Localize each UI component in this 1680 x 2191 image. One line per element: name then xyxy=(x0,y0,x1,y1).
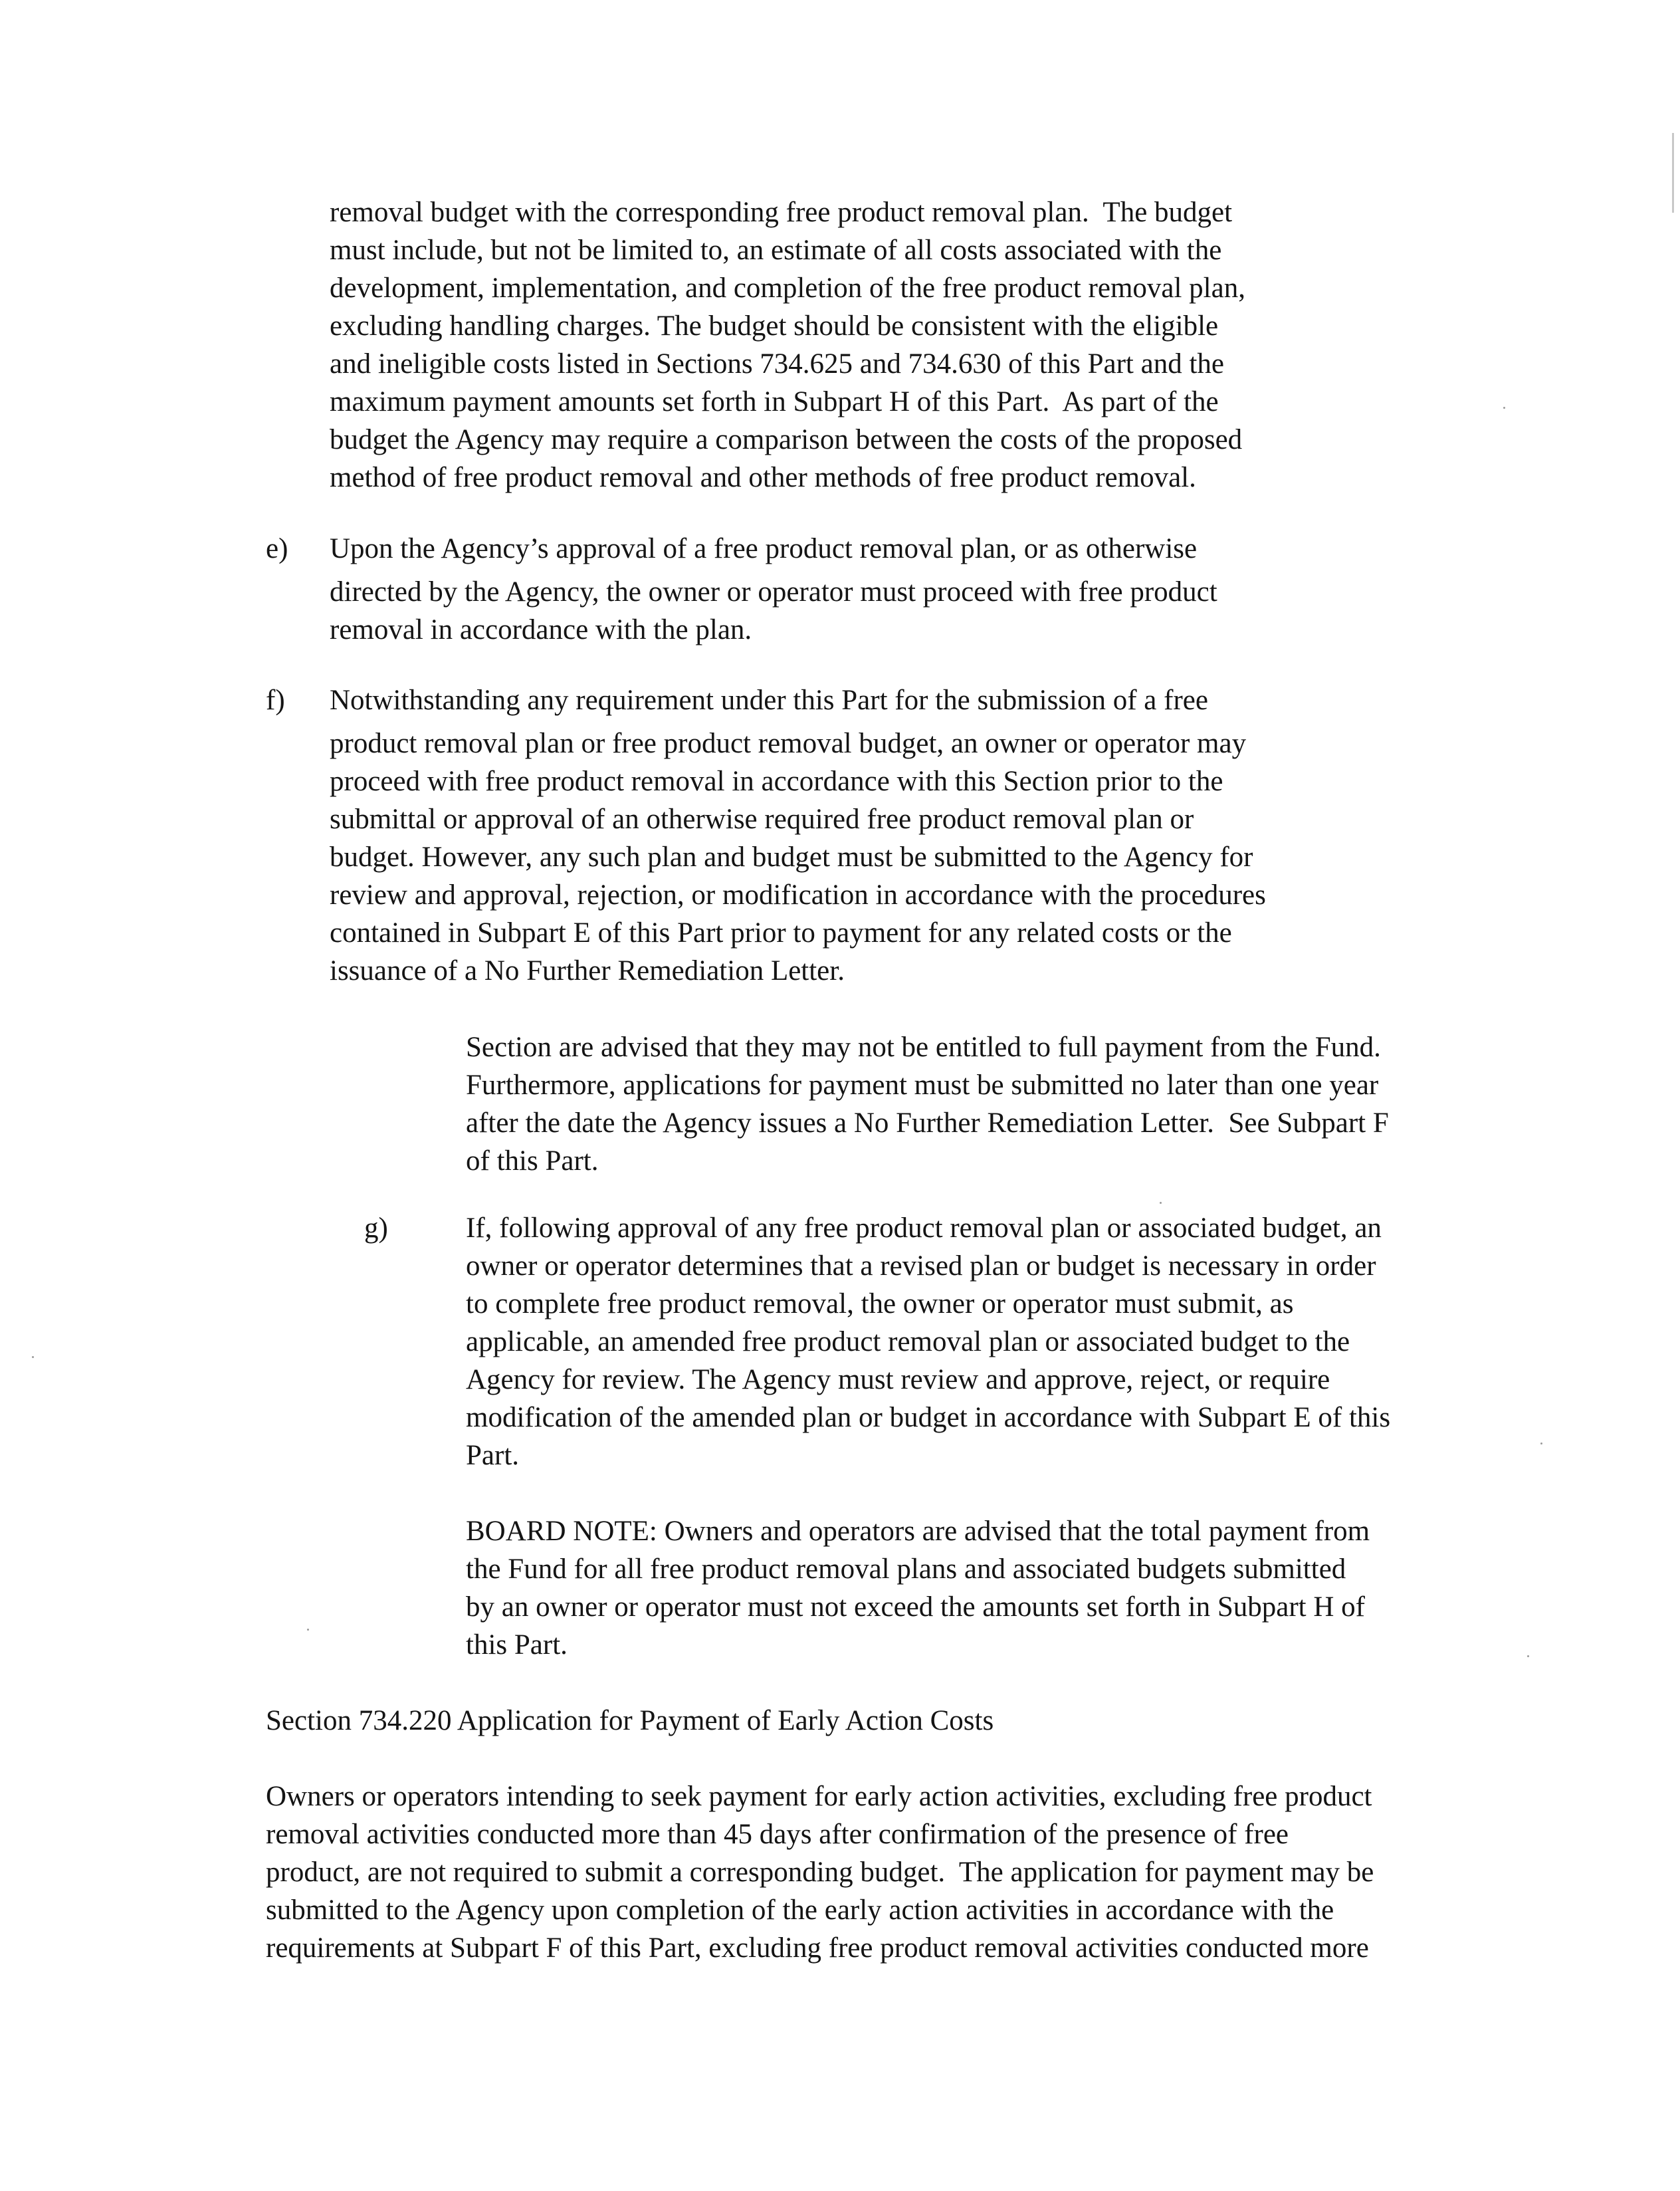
scan-speck xyxy=(1160,1202,1162,1204)
text-line: submittal or approval of an otherwise required free product removal plan or xyxy=(330,804,1194,835)
text-line: BOARD NOTE: Owners and operators are advised that the total payment from xyxy=(466,1516,1370,1547)
text-line: and ineligible costs listed in Sections 734.625 and 734.630 of this Part and the xyxy=(330,348,1224,380)
text-line: must include, but not be limited to, an estimate of all costs associated with the xyxy=(330,235,1222,266)
text-line: excluding handling charges. The budget should be consistent with the eligible xyxy=(330,310,1219,342)
text-line: Furthermore, applications for payment must be submitted no later than one year xyxy=(466,1070,1379,1101)
text-line: Notwithstanding any requirement under this Part for the submission of a free xyxy=(330,685,1208,716)
text-line: after the date the Agency issues a No Further Remediation Letter. See Subpart F xyxy=(466,1107,1389,1139)
text-line: Section are advised that they may not be entitled to full payment from the Fund. xyxy=(466,1032,1381,1063)
text-line: Upon the Agency’s approval of a free product removal plan, or as otherwise xyxy=(330,533,1198,564)
text-line: If, following approval of any free product removal plan or associated budget, an xyxy=(466,1212,1382,1244)
text-line: budget. However, any such plan and budget must be submitted to the Agency for xyxy=(330,842,1253,873)
text-line: product removal plan or free product removal budget, an owner or operator may xyxy=(330,728,1247,759)
text-line: owner or operator determines that a revised plan or budget is necessary in order xyxy=(466,1250,1376,1282)
scan-speck xyxy=(1527,1655,1529,1657)
text-line: the Fund for all free product removal plans and associated budgets submitted xyxy=(466,1554,1346,1585)
text-line: review and approval, rejection, or modification in accordance with the procedures xyxy=(330,879,1266,911)
scan-speck xyxy=(32,1356,34,1358)
text-line: removal activities conducted more than 45 days after confirmation of the presence of free xyxy=(266,1819,1289,1850)
text-line: this Part. xyxy=(466,1629,568,1661)
list-marker: e) xyxy=(266,533,288,564)
text-line: proceed with free product removal in accordance with this Section prior to the xyxy=(330,766,1223,797)
text-line: by an owner or operator must not exceed the amounts set forth in Subpart H of xyxy=(466,1591,1365,1623)
text-line: issuance of a No Further Remediation Letter. xyxy=(330,955,845,986)
scan-speck xyxy=(1503,407,1505,409)
scan-speck xyxy=(307,1629,309,1631)
text-line: requirements at Subpart F of this Part, excluding free product removal activities conducted more xyxy=(266,1932,1369,1964)
text-line: directed by the Agency, the owner or operator must proceed with free product xyxy=(330,576,1217,608)
list-marker: g) xyxy=(364,1212,388,1244)
text-line: development, implementation, and completion of the free product removal plan, xyxy=(330,273,1245,304)
text-line: budget the Agency may require a comparison between the costs of the proposed xyxy=(330,424,1243,455)
text-line: Agency for review. The Agency must review and approve, reject, or require xyxy=(466,1364,1330,1395)
text-line: Part. xyxy=(466,1440,520,1471)
text-line: removal in accordance with the plan. xyxy=(330,614,752,645)
scan-speck xyxy=(1540,1442,1542,1444)
text-line: of this Part. xyxy=(466,1145,599,1177)
text-line: applicable, an amended free product removal plan or associated budget to the xyxy=(466,1326,1350,1357)
text-line: modification of the amended plan or budget in accordance with Subpart E of this xyxy=(466,1402,1391,1433)
section-heading: Section 734.220 Application for Payment of Early Action Costs xyxy=(266,1705,994,1736)
text-line: removal budget with the corresponding free product removal plan. The budget xyxy=(330,197,1233,228)
text-line: Owners or operators intending to seek payment for early action activities, excluding free product xyxy=(266,1781,1372,1812)
text-line: contained in Subpart E of this Part prior to payment for any related costs or the xyxy=(330,917,1232,949)
text-line: method of free product removal and other methods of free product removal. xyxy=(330,462,1196,493)
list-marker: f) xyxy=(266,685,285,716)
scan-edge-mark xyxy=(1672,133,1674,213)
text-line: product, are not required to submit a corresponding budget. The application for payment may be xyxy=(266,1857,1374,1888)
text-line: submitted to the Agency upon completion of the early action activities in accordance with the xyxy=(266,1895,1334,1926)
text-line: maximum payment amounts set forth in Subpart H of this Part. As part of the xyxy=(330,386,1219,417)
text-line: to complete free product removal, the owner or operator must submit, as xyxy=(466,1288,1294,1320)
